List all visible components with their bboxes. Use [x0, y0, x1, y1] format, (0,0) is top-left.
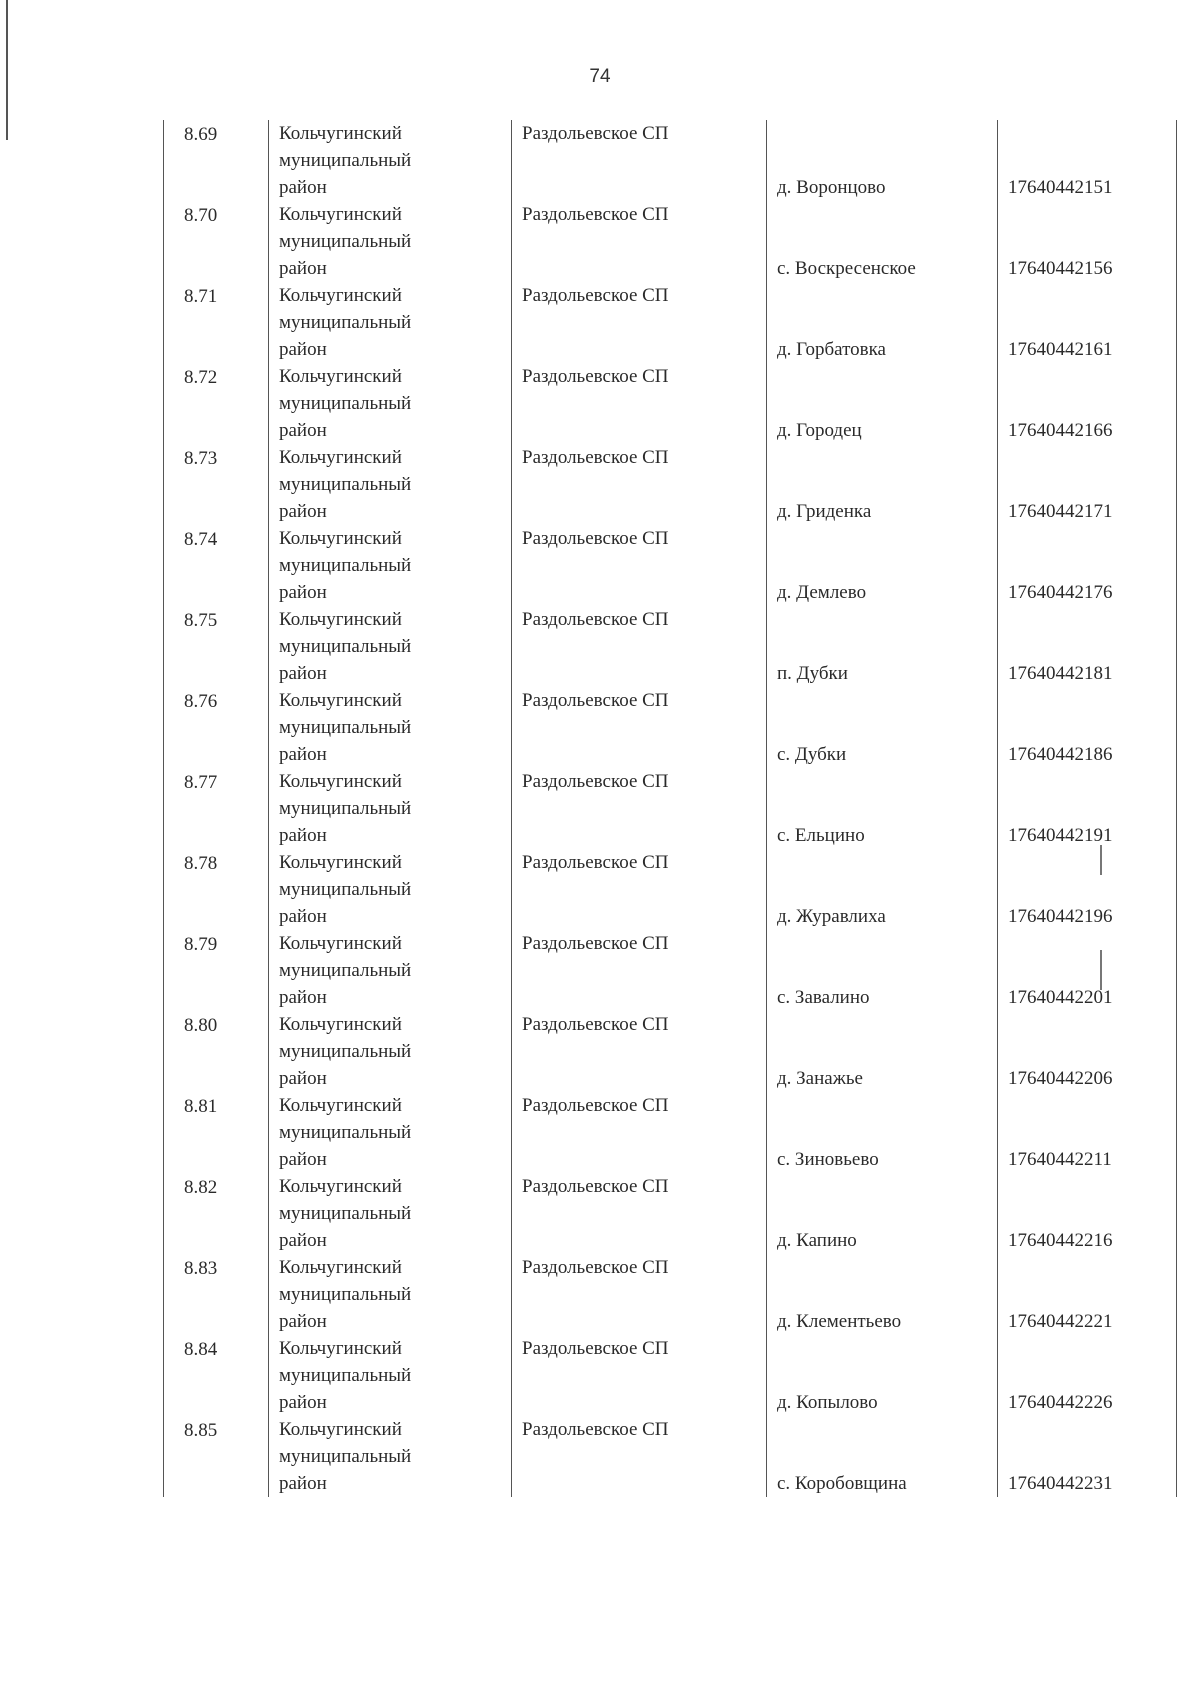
locality-text: д. Воронцово [777, 177, 886, 198]
row-number-cell [164, 1092, 269, 1173]
locality-text: д. Занажье [777, 1068, 863, 1089]
oktmo-code-text: 17640442156 [1008, 258, 1113, 279]
district-text: Кольчугинский муниципальный район [279, 1095, 412, 1170]
locality-cell [767, 849, 998, 930]
settlements-table [163, 120, 1177, 1497]
row-number-cell [164, 1416, 269, 1497]
row-number-cell [164, 282, 269, 363]
settlement-cell [512, 606, 767, 687]
oktmo-code-text: 17640442226 [1008, 1392, 1113, 1413]
settlement-text: Раздольевское СП [522, 528, 669, 549]
district-cell [269, 1335, 512, 1416]
table-row [164, 444, 1177, 525]
locality-cell [767, 444, 998, 525]
district-cell [269, 444, 512, 525]
settlement-cell [512, 849, 767, 930]
table-row [164, 1092, 1177, 1173]
settlement-text: Раздольевское СП [522, 852, 669, 873]
oktmo-code-cell [998, 768, 1177, 849]
locality-cell [767, 282, 998, 363]
row-number-text: 8.70 [184, 205, 218, 226]
district-text: Кольчугинский муниципальный район [279, 204, 412, 279]
row-number-text: 8.76 [184, 691, 218, 712]
row-number-text: 8.75 [184, 610, 218, 631]
oktmo-code-text: 17640442151 [1008, 177, 1113, 198]
district-cell [269, 120, 512, 201]
locality-cell [767, 930, 998, 1011]
settlement-cell [512, 363, 767, 444]
district-text: Кольчугинский муниципальный район [279, 366, 412, 441]
locality-cell [767, 120, 998, 201]
district-cell [269, 525, 512, 606]
district-text: Кольчугинский муниципальный район [279, 1176, 412, 1251]
settlement-cell [512, 444, 767, 525]
district-cell [269, 1092, 512, 1173]
table-row [164, 1416, 1177, 1497]
oktmo-code-text: 17640442196 [1008, 906, 1113, 927]
locality-text: с. Дубки [777, 744, 847, 765]
oktmo-code-text: 17640442191 [1008, 825, 1113, 846]
district-text: Кольчугинский муниципальный район [279, 528, 412, 603]
district-cell [269, 687, 512, 768]
row-number-text: 8.73 [184, 448, 218, 469]
locality-text: д. Городец [777, 420, 862, 441]
district-text: Кольчугинский муниципальный район [279, 123, 412, 198]
oktmo-code-cell [998, 687, 1177, 768]
row-number-text: 8.78 [184, 853, 218, 874]
settlement-text: Раздольевское СП [522, 933, 669, 954]
district-cell [269, 768, 512, 849]
locality-cell [767, 687, 998, 768]
row-number-text: 8.81 [184, 1096, 218, 1117]
oktmo-code-text: 17640442211 [1008, 1149, 1112, 1170]
district-cell [269, 1416, 512, 1497]
settlement-cell [512, 687, 767, 768]
table-row [164, 363, 1177, 444]
row-number-cell [164, 201, 269, 282]
locality-text: д. Горбатовка [777, 339, 886, 360]
oktmo-code-cell [998, 201, 1177, 282]
row-number-text: 8.77 [184, 772, 218, 793]
row-number-text: 8.84 [184, 1339, 218, 1360]
row-number-cell [164, 1011, 269, 1092]
row-number-text: 8.79 [184, 934, 218, 955]
settlement-text: Раздольевское СП [522, 1095, 669, 1116]
settlement-text: Раздольевское СП [522, 285, 669, 306]
oktmo-code-text: 17640442231 [1008, 1473, 1113, 1494]
settlement-text: Раздольевское СП [522, 447, 669, 468]
district-text: Кольчугинский муниципальный район [279, 771, 412, 846]
settlement-cell [512, 1335, 767, 1416]
oktmo-code-cell [998, 120, 1177, 201]
row-number-cell [164, 930, 269, 1011]
locality-text: с. Коробовщина [777, 1473, 907, 1494]
oktmo-code-text: 17640442176 [1008, 582, 1113, 603]
table-row [164, 201, 1177, 282]
table-row [164, 1254, 1177, 1335]
district-cell [269, 1173, 512, 1254]
locality-text: с. Завалино [777, 987, 870, 1008]
oktmo-code-text: 17640442166 [1008, 420, 1113, 441]
locality-cell [767, 1173, 998, 1254]
district-cell [269, 1254, 512, 1335]
settlement-cell [512, 1416, 767, 1497]
oktmo-code-cell [998, 1416, 1177, 1497]
row-number-text: 8.69 [184, 124, 218, 145]
row-number-cell [164, 120, 269, 201]
row-number-cell [164, 363, 269, 444]
locality-text: п. Дубки [777, 663, 848, 684]
locality-cell [767, 1254, 998, 1335]
district-text: Кольчугинский муниципальный район [279, 1338, 412, 1413]
oktmo-code-cell [998, 363, 1177, 444]
settlement-text: Раздольевское СП [522, 123, 669, 144]
oktmo-code-cell [998, 282, 1177, 363]
row-number-cell [164, 849, 269, 930]
locality-text: д. Журавлиха [777, 906, 886, 927]
oktmo-code-text: 17640442221 [1008, 1311, 1113, 1332]
oktmo-code-text: 17640442161 [1008, 339, 1113, 360]
locality-text: д. Капино [777, 1230, 857, 1251]
oktmo-code-text: 17640442186 [1008, 744, 1113, 765]
row-number-cell [164, 1335, 269, 1416]
oktmo-code-cell [998, 1254, 1177, 1335]
settlement-text: Раздольевское СП [522, 204, 669, 225]
locality-text: д. Демлево [777, 582, 867, 603]
row-number-text: 8.72 [184, 367, 218, 388]
settlement-cell [512, 768, 767, 849]
locality-text: с. Ельцино [777, 825, 865, 846]
settlement-cell [512, 930, 767, 1011]
table-row [164, 282, 1177, 363]
oktmo-code-cell [998, 606, 1177, 687]
table-row [164, 768, 1177, 849]
district-text: Кольчугинский муниципальный район [279, 285, 412, 360]
district-text: Кольчугинский муниципальный район [279, 447, 412, 522]
row-number-cell [164, 1173, 269, 1254]
district-text: Кольчугинский муниципальный район [279, 933, 412, 1008]
oktmo-code-cell [998, 1335, 1177, 1416]
locality-cell [767, 768, 998, 849]
table-row [164, 930, 1177, 1011]
settlement-text: Раздольевское СП [522, 609, 669, 630]
row-number-text: 8.74 [184, 529, 218, 550]
oktmo-code-cell [998, 849, 1177, 930]
settlement-text: Раздольевское СП [522, 1338, 669, 1359]
row-number-cell [164, 1254, 269, 1335]
oktmo-code-text: 17640442201 [1008, 987, 1113, 1008]
locality-cell [767, 1011, 998, 1092]
district-text: Кольчугинский муниципальный район [279, 1419, 412, 1494]
district-text: Кольчугинский муниципальный район [279, 852, 412, 927]
district-cell [269, 282, 512, 363]
row-number-cell [164, 768, 269, 849]
table-row [164, 1173, 1177, 1254]
district-text: Кольчугинский муниципальный район [279, 1257, 412, 1332]
row-number-cell [164, 525, 269, 606]
settlement-text: Раздольевское СП [522, 366, 669, 387]
locality-cell [767, 1335, 998, 1416]
oktmo-code-cell [998, 1173, 1177, 1254]
oktmo-code-cell [998, 444, 1177, 525]
page-number: 74 [589, 66, 611, 87]
row-number-text: 8.85 [184, 1420, 218, 1441]
settlement-cell [512, 525, 767, 606]
settlement-cell [512, 1254, 767, 1335]
district-cell [269, 930, 512, 1011]
settlement-text: Раздольевское СП [522, 1257, 669, 1278]
oktmo-code-cell [998, 1092, 1177, 1173]
locality-text: д. Копылово [777, 1392, 878, 1413]
row-number-text: 8.80 [184, 1015, 218, 1036]
table-row [164, 606, 1177, 687]
settlement-cell [512, 282, 767, 363]
settlement-text: Раздольевское СП [522, 690, 669, 711]
locality-text: д. Гриденка [777, 501, 872, 522]
settlement-text: Раздольевское СП [522, 1014, 669, 1035]
locality-cell [767, 363, 998, 444]
row-number-cell [164, 606, 269, 687]
oktmo-code-cell [998, 1011, 1177, 1092]
settlement-text: Раздольевское СП [522, 1419, 669, 1440]
row-number-cell [164, 444, 269, 525]
settlement-cell [512, 1092, 767, 1173]
settlement-cell [512, 201, 767, 282]
table-row [164, 849, 1177, 930]
table-body [164, 120, 1177, 1497]
locality-cell [767, 525, 998, 606]
locality-cell [767, 606, 998, 687]
locality-cell [767, 1416, 998, 1497]
oktmo-code-cell [998, 930, 1177, 1011]
table-row [164, 1335, 1177, 1416]
district-text: Кольчугинский муниципальный район [279, 609, 412, 684]
oktmo-code-text: 17640442171 [1008, 501, 1113, 522]
district-cell [269, 201, 512, 282]
settlement-cell [512, 1011, 767, 1092]
district-cell [269, 363, 512, 444]
row-number-cell [164, 687, 269, 768]
district-cell [269, 1011, 512, 1092]
oktmo-code-text: 17640442206 [1008, 1068, 1113, 1089]
locality-text: с. Зиновьево [777, 1149, 879, 1170]
settlement-cell [512, 120, 767, 201]
oktmo-code-text: 17640442181 [1008, 663, 1113, 684]
table-row [164, 1011, 1177, 1092]
locality-cell [767, 1092, 998, 1173]
locality-cell [767, 201, 998, 282]
row-number-text: 8.82 [184, 1177, 218, 1198]
district-text: Кольчугинский муниципальный район [279, 690, 412, 765]
settlement-text: Раздольевское СП [522, 771, 669, 792]
locality-text: д. Клементьево [777, 1311, 902, 1332]
table-row [164, 687, 1177, 768]
oktmo-code-cell [998, 525, 1177, 606]
district-cell [269, 849, 512, 930]
oktmo-code-text: 17640442216 [1008, 1230, 1113, 1251]
settlement-cell [512, 1173, 767, 1254]
table-row [164, 120, 1177, 201]
district-cell [269, 606, 512, 687]
table-row [164, 525, 1177, 606]
settlement-text: Раздольевское СП [522, 1176, 669, 1197]
district-text: Кольчугинский муниципальный район [279, 1014, 412, 1089]
locality-text: с. Воскресенское [777, 258, 916, 279]
row-number-text: 8.71 [184, 286, 218, 307]
row-number-text: 8.83 [184, 1258, 218, 1279]
